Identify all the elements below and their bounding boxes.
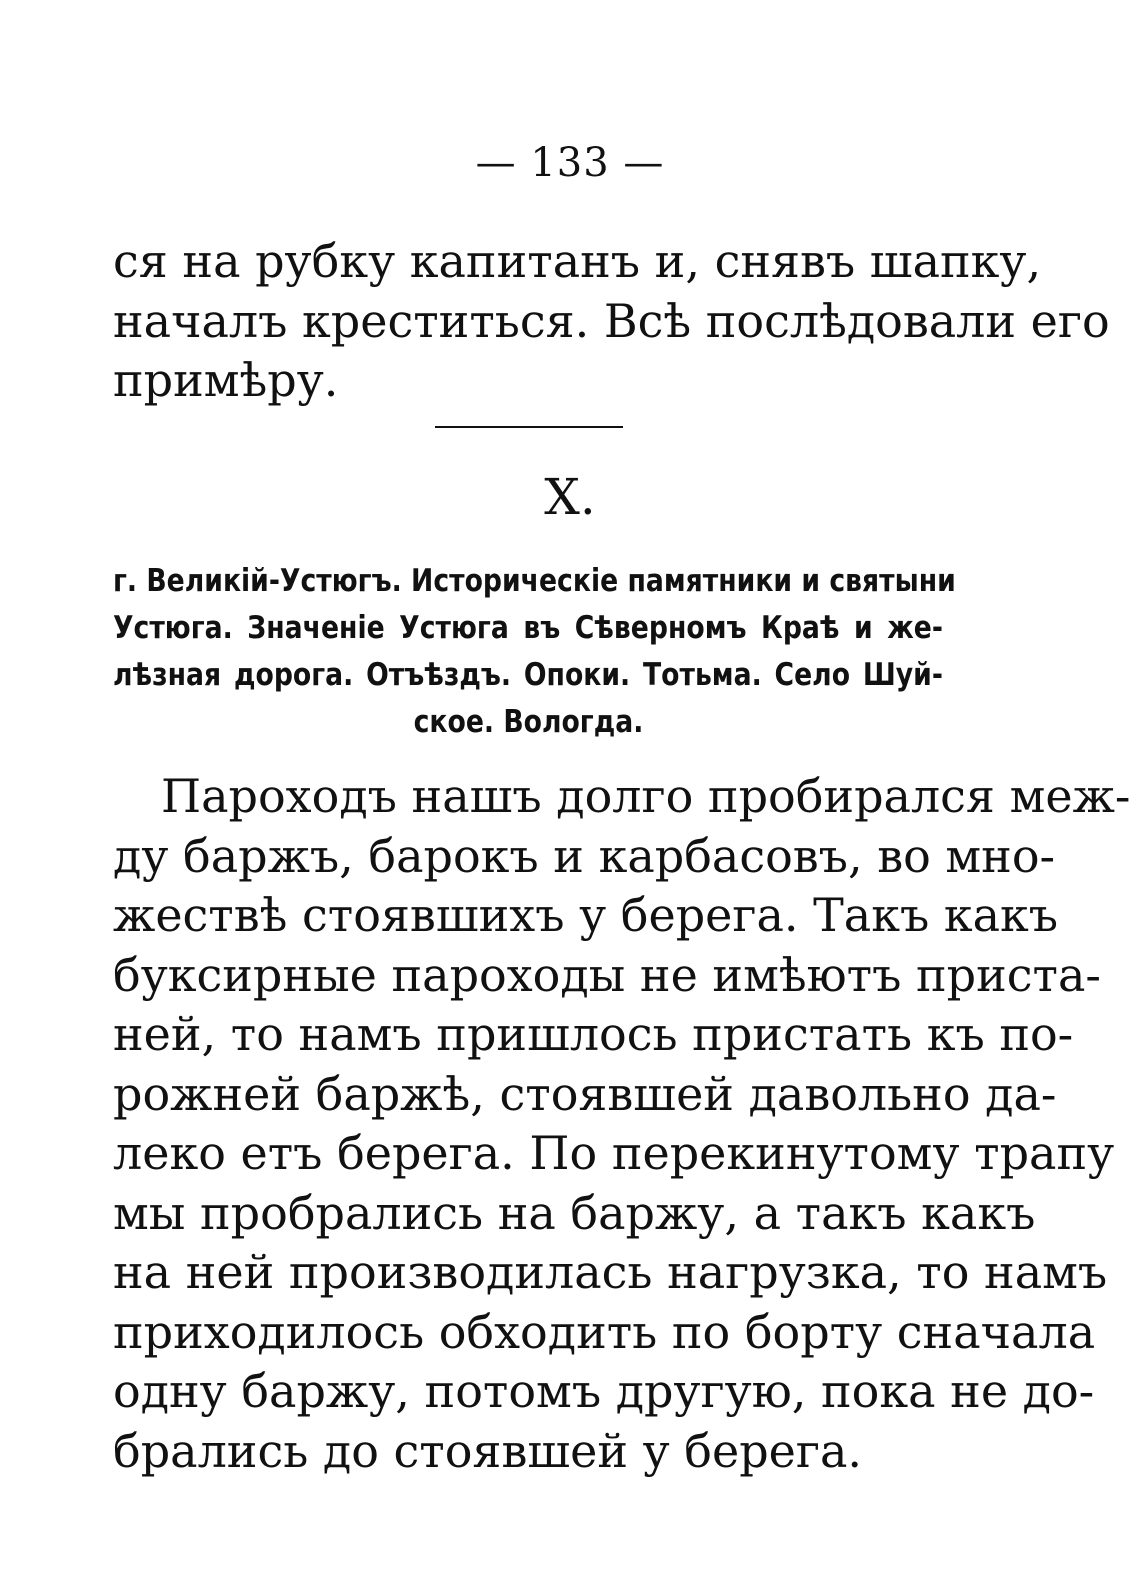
- text-line: одну баржу, потомъ другую, пока не до-: [113, 1364, 1095, 1418]
- summary-line: ское. Вологда.: [413, 704, 644, 740]
- text-line: рожней баржѣ, стоявшей давольно да-: [113, 1066, 1057, 1121]
- section-divider: [435, 426, 623, 428]
- text-line: приходилось обходить по борту сначала: [113, 1304, 1096, 1359]
- text-line: мы пробрались на баржу, а такъ какъ: [113, 1185, 1036, 1240]
- text-line: ду баржъ, барокъ и карбасовъ, во мно-: [113, 828, 1056, 883]
- text-line: жествѣ стоявшихъ у берега. Такъ какъ: [113, 888, 1059, 942]
- text-line: ней, то намъ пришлось пристать къ по-: [113, 1007, 1074, 1061]
- text-line: примѣру.: [113, 353, 339, 407]
- summary-line: г. Великій-Устюгъ. Историческіе памятники и святыни: [113, 563, 956, 599]
- summary-line: Устюга. Значеніе Устюга въ Сѣверномъ Краѣ и же-: [113, 610, 943, 646]
- continuation-paragraph: [113, 232, 1110, 411]
- chapter-summary: [113, 558, 956, 746]
- text-line: брались до стоявшей у берега.: [113, 1423, 863, 1478]
- text-line: Пароходъ нашъ долго пробирался меж-: [161, 769, 1131, 823]
- page-number: — 133 —: [475, 140, 665, 186]
- text-line: ся на рубку капитанъ и, снявъ шапку,: [113, 234, 1042, 288]
- text-line: буксирные пароходы не имѣютъ приста-: [113, 947, 1101, 1002]
- summary-line: лѣзная дорога. Отъѣздъ. Опоки. Тотьма. Село Шуй-: [113, 657, 943, 693]
- chapter-number: X.: [544, 468, 596, 526]
- text-line: началъ креститься. Всѣ послѣдовали его: [113, 293, 1110, 348]
- body-paragraph: [113, 767, 1131, 1481]
- text-line: на ней производилась нагрузка, то намъ: [113, 1245, 1108, 1299]
- text-line: леко етъ берега. По перекинутому трапу: [113, 1126, 1115, 1180]
